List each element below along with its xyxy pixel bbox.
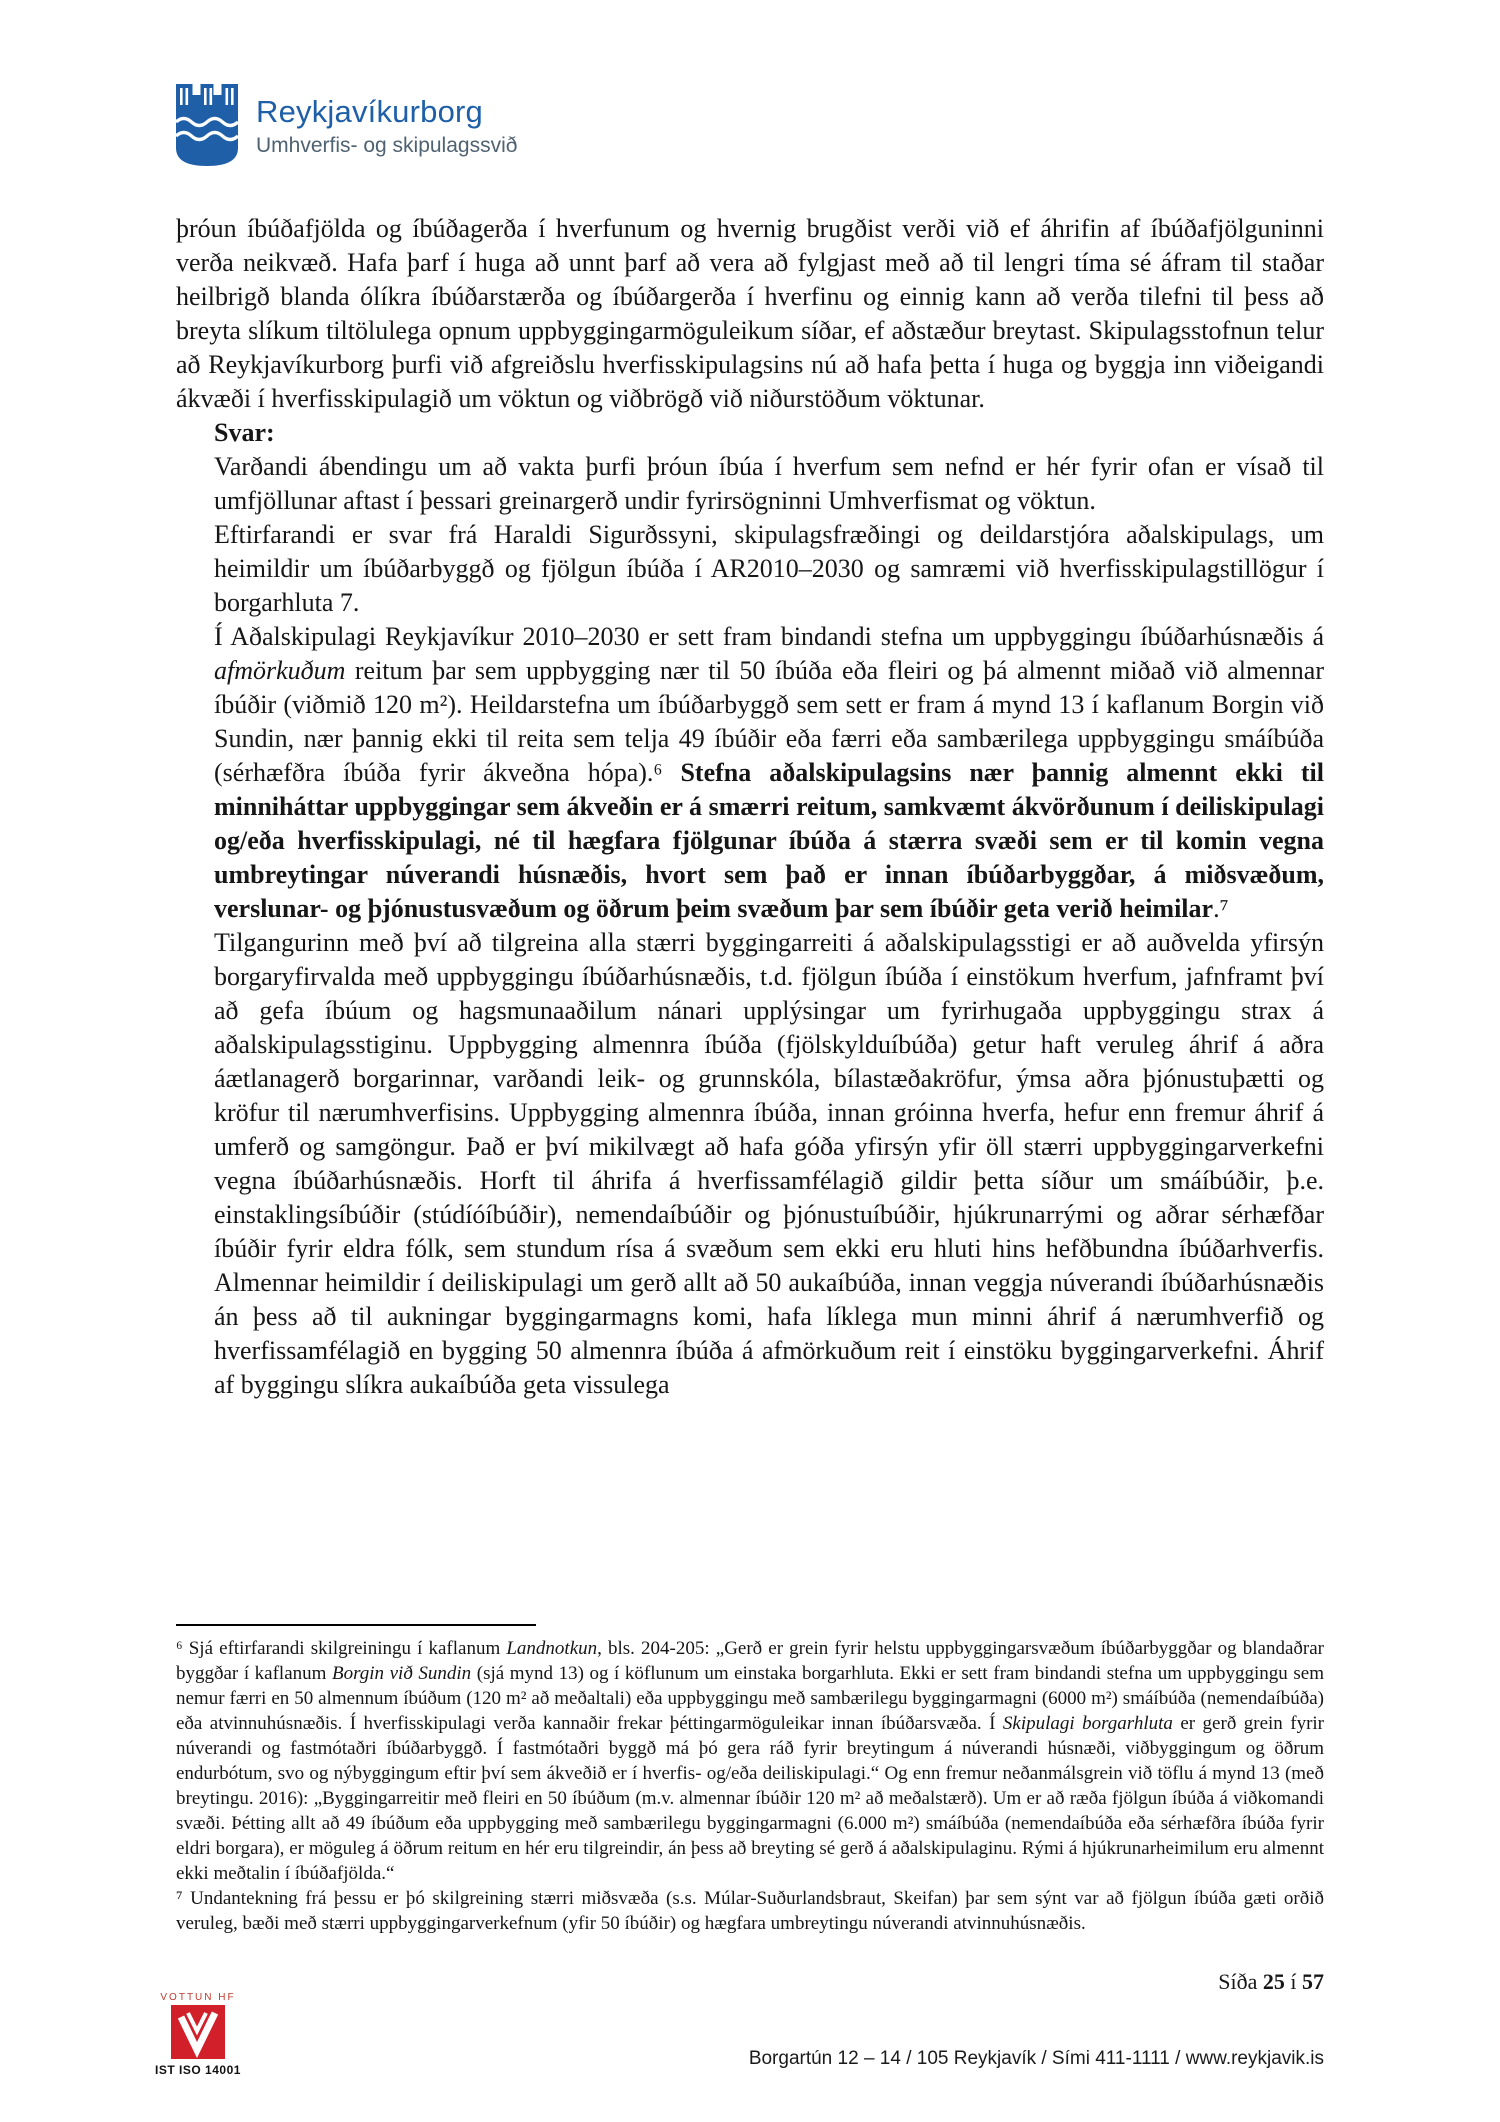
footnote-6: ⁶ Sjá eftirfarandi skilgreiningu í kaflanum Landnotkun, bls. 204-205: „Gerð er grein fyrir helstu uppbyggingarsvæðum íbúðarbyggðar og blandaðrar byggðar í kaflanum Borgin við Sundin (sjá mynd 13) og í köflunum um einstaka borgarhluta. Ekki er sett fram bindandi stefna um uppbyggingu sem nemur færri en 50 almennum íbúðum (120 m² að meðaltali) eða uppbyggingu með sambærilegu byggingarmagni (6000 m²) smáíbúða (nemendaíbúða) eða atvinnuhúsnæðis. Í hverfisskipulagi verða kannaðir frekar þéttingarmöguleikar innan íbúðarsvæða. Í Skipulagi borgarhluta er gerð grein fyrir núverandi og fastmótaðri íbúðarbyggð. Í fastmótaðri byggð má þó gera ráð fyrir breytingum á núverandi húsnæði, viðbyggingum og öðrum endurbótum, svo og nýbyggingum eftir því sem ákveðið er í hverfis- og/eða deiliskipulagi.“ Og enn fremur neðanmálsgrein við töflu á mynd 13 (með breytingu. 2016): „Byggingarreitir með fleiri en 50 íbúðum (m.v. almennar íbúðir 120 m² að meðalstærð). Um er að ræða fjölgun íbúða á viðkomandi svæði. Þétting allt að 49 íbúðum eða uppbygging með sambærilegu byggingarmagni (6.000 m²) smáíbúða (nemendaíbúða eða sérhæfðra íbúða fyrir eldri borgara), er möguleg á öðrum reitum en hér eru tilgreindir, án þess að breyting sé gerð á aðalskipulaginu. Rými á hjúkrunarheimilum eru almennt ekki meðtalin í íbúðafjölda.“ (176, 1638, 1324, 1884)
header (176, 84, 517, 166)
org-name: Reykjavíkurborg (256, 94, 483, 129)
document-body (176, 212, 1324, 1402)
cert-label-bottom: IST ISO 14001 (155, 2063, 241, 2077)
cert-label-top: VOTTUN HF (160, 1992, 236, 2003)
org-department: Umhverfis- og skipulagssvið (256, 134, 518, 157)
paragraph-masterplan-policy: Í Aðalskipulagi Reykjavíkur 2010–2030 er sett fram bindandi stefna um uppbyggingu íbúðarhúsnæðis á afmörkuðum reitum þar sem uppbygging nær til 50 íbúða eða fleiri og þá almennt miðað við almennar íbúðir (viðmið 120 m²). Heildarstefna um íbúðarbyggð sem sett er fram á mynd 13 í kaflanum Borgin við Sundin, nær þannig ekki til reita sem telja 49 íbúðir eða færri eða sambærilega uppbyggingu smáíbúða (sérhæfðra íbúða fyrir ákveðna hópa).⁶ Stefna aðalskipulagsins nær þannig almennt ekki til minniháttar uppbyggingar sem ákveðin er á smærri reitum, samkvæmt ákvörðunum í deiliskipulagi og/eða hverfisskipulagi, né til hægfara fjölgunar íbúða á stærra svæði sem er til komin vegna umbreytingar núverandi húsnæðis, hvort sem það er innan íbúðarbyggðar, á miðsvæðum, verslunar- og þjónustusvæðum og öðrum þeim svæðum þar sem íbúðir geta verið heimilar.⁷ (214, 622, 1324, 923)
footnote-7: ⁷ Undantekning frá þessu er þó skilgreining stærri miðsvæða (s.s. Múlar-Suðurlandsbraut, Skeifan) þar sem sýnt var að fjölgun íbúða gæti orðið veruleg, bæði með stærri uppbyggingarverkefnum (yfir 50 íbúðir) og hægfara umbreytingu núverandi atvinnuhúsnæðis. (176, 1888, 1324, 1934)
footnote-section (176, 1624, 1324, 1936)
paragraph-expert-intro: Eftirfarandi er svar frá Haraldi Sigurðssyni, skipulagsfræðingi og deildarstjóra aðalskipulags, um heimildir um íbúðarbyggð og fjölgun íbúða í AR2010–2030 og samræmi við hverfisskipulagstillögur í borgarhluta 7. (214, 520, 1324, 617)
paragraph-purpose: Tilgangurinn með því að tilgreina alla stærri byggingarreiti á aðalskipulagsstigi er að auðvelda yfirsýn borgaryfirvalda með uppbyggingu íbúðarhúsnæðis, t.d. fjölgun íbúða í einstökum hverfum, jafnframt því að gefa íbúum og hagsmunaaðilum nánari upplýsingar um fyrirhugaða uppbyggingu strax á aðalskipulagsstiginu. Uppbygging almennra íbúða (fjölskylduíbúða) getur haft veruleg áhrif á aðra áætlanagerð borgarinnar, varðandi leik- og grunnskóla, bílastæðakröfur, ýmsa aðra þjónustuþætti og kröfur til nærumhverfisins. Uppbygging almennra íbúða, innan gróinna hverfa, hefur enn fremur áhrif á umferð og samgöngur. Það er því mikilvægt að hafa góða yfirsýn yfir öll stærri uppbyggingarverkefni vegna íbúðarhúsnæðis. Horft til áhrifa á hverfissamfélagið gildir þetta síður um smáíbúðir, þ.e. einstaklingsíbúðir (stúdíóíbúðir), nemendaíbúðir og þjónustuíbúðir, hjúkrunarrými og aðrar sérhæfðar íbúðir fyrir eldra fólk, sem stundum rísa á svæðum sem ekki eru hluti hins hefðbundna íbúðarhverfis. Almennar heimildir í deiliskipulagi um gerð allt að 50 aukaíbúða, innan veggja núverandi íbúðarhúsnæðis án þess að til aukningar byggingarmagns komi, hafa líklega mun minni áhrif á nærumhverfið og hverfissamfélagið en bygging 50 almennra íbúða á afmörkuðum reit í einstöku byggingarverkefni. Áhrif af byggingu slíkra aukaíbúða geta vissulega (214, 928, 1324, 1399)
vottun-checkmark-icon (171, 2005, 225, 2059)
footnote-separator (176, 1624, 536, 1626)
answer-section (214, 416, 1324, 1402)
paragraph-answer-reference: Varðandi ábendingu um að vakta þurfi þróun íbúa í hverfum sem nefnd er hér fyrir ofan er vísað til umfjöllunar aftast í þessari greinargerð undir fyrirsögninni Umhverfismat og vöktun. (214, 452, 1324, 515)
footer-address: Borgartún 12 – 14 / 105 Reykjavík / Sími 411-1111 / www.reykjavik.is (748, 2048, 1324, 2069)
logo-text (256, 94, 517, 158)
paragraph-intro: þróun íbúðafjölda og íbúðagerða í hverfunum og hvernig brugðist verði við ef áhrifin af íbúðafjölguninni verða neikvæð. Hafa þarf í huga að unnt þarf að vera að fylgjast með að til lengri tíma sé áfram til staðar heilbrigð blanda ólíkra íbúðarstærða og íbúðargerða í hverfinu og einnig kann að verða tilefni til þess að breyta slíkum tiltölulega opnum uppbyggingarmöguleikum síðar, ef aðstæður breytast. Skipulagsstofnun telur að Reykjavíkurborg þurfi við afgreiðslu hverfisskipulagsins nú að hafa þetta í huga og byggja inn viðeigandi ákvæði í hverfisskipulagið um vöktun og viðbrögð við niðurstöðum vöktunar. (176, 214, 1324, 413)
reykjavikurborg-logo-icon (176, 84, 238, 166)
page-number: Síða 25 í 57 (1218, 1969, 1324, 1994)
answer-heading: Svar: (214, 418, 275, 447)
certification-logo (148, 1992, 248, 2077)
